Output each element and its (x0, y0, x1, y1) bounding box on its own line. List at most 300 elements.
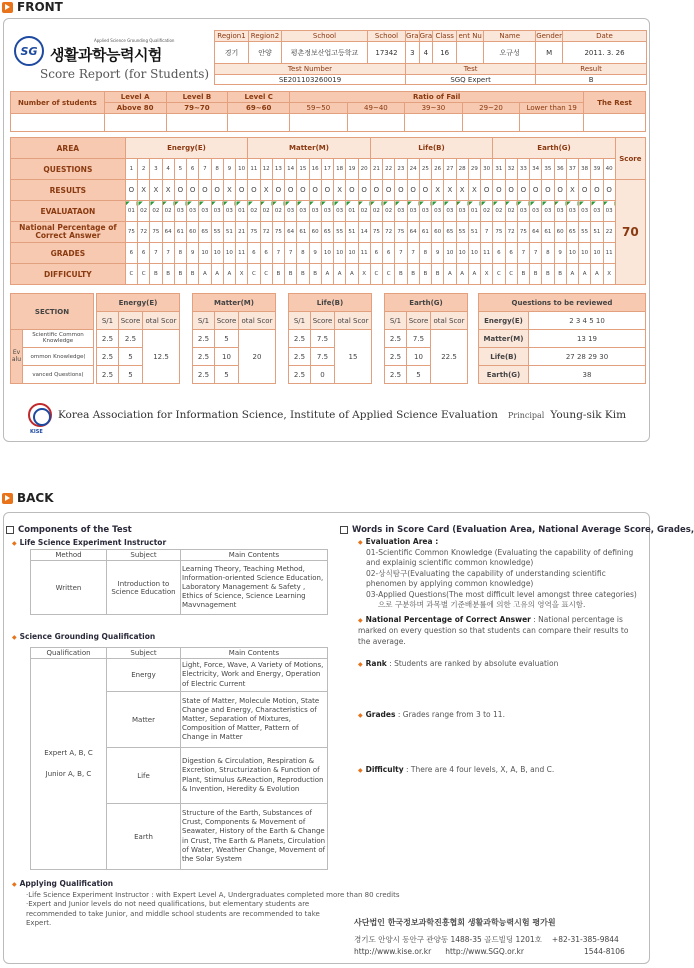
question-number: 10 (236, 159, 248, 180)
question-difficulty: B (297, 264, 309, 285)
question-result: O (370, 180, 382, 201)
question-result: O (579, 180, 591, 201)
front-card (3, 18, 650, 442)
question-number: 20 (358, 159, 370, 180)
grades-title: Grades (365, 710, 396, 719)
components-title (6, 525, 132, 535)
question-grade: 10 (199, 243, 211, 264)
t2-subject-earth: Earth (107, 804, 181, 870)
question-grade: 10 (456, 243, 468, 264)
difficulty-text: : There are 4 four levels, X, A, B, and C. (403, 765, 555, 774)
question-grade: 7 (530, 243, 542, 264)
question-pct: 75 (248, 222, 260, 243)
question-grade: 10 (334, 243, 346, 264)
col-head-total: otal Scor (335, 312, 372, 330)
result-label: Result (536, 64, 647, 75)
val-grade1: 3 (406, 42, 420, 64)
national-percentage-label: National Percentage of Correct Answer (11, 222, 126, 243)
score-value: 5 (119, 348, 143, 366)
review-area: Matter(M) (479, 330, 529, 348)
col-grade2: Gra (419, 32, 433, 40)
question-eval: 02 (248, 201, 260, 222)
score-value: 10 (407, 348, 431, 366)
question-number: 38 (579, 159, 591, 180)
qual-expert: Expert A, B, C (44, 749, 93, 757)
question-grade: 11 (236, 243, 248, 264)
question-result: X (162, 180, 174, 201)
test-value: SGQ Expert (406, 75, 536, 85)
applying-title (12, 879, 113, 888)
col-head-score: Score (407, 312, 431, 330)
col-grade1: Gra (406, 32, 419, 40)
question-difficulty: A (321, 264, 333, 285)
question-grade: 6 (505, 243, 517, 264)
question-result: O (125, 180, 137, 201)
question-number: 12 (260, 159, 272, 180)
eval-area-line-3: 03-Applied Questions(The most difficult level amongst three categories) (366, 589, 637, 599)
t1-contents: Learning Theory, Teaching Method, Information-oriented Science Education, Laboratory Management & Safety , Ethics of Science, Science Learning Mavvnagement (181, 561, 328, 615)
question-pct: 51 (223, 222, 235, 243)
question-grade: 6 (383, 243, 395, 264)
t2-subject-energy: Energy (107, 659, 181, 692)
question-eval: 01 (125, 201, 137, 222)
score-value: 10 (215, 348, 239, 366)
question-result: O (481, 180, 493, 201)
col-region2: Region2 (249, 31, 282, 42)
question-eval: 02 (162, 201, 174, 222)
question-result: X (150, 180, 162, 201)
question-grade: 10 (468, 243, 480, 264)
applying-title-text: Applying Qualification (19, 879, 114, 888)
area-energy: Energy(E) (125, 138, 248, 159)
students-label: Number of students (11, 92, 105, 114)
question-grade: 10 (591, 243, 603, 264)
question-pct: 65 (444, 222, 456, 243)
question-grade: 6 (248, 243, 260, 264)
section-label-table (10, 293, 94, 384)
back-section-label (2, 491, 54, 505)
question-grade: 10 (223, 243, 235, 264)
question-number: 15 (297, 159, 309, 180)
t2-head-subject: Subject (107, 648, 181, 659)
components-title-text: Components of the Test (18, 525, 132, 535)
arrow-icon (2, 493, 13, 504)
question-result: O (199, 180, 211, 201)
question-grade: 11 (481, 243, 493, 264)
section-block-title: Earth(G) (385, 294, 468, 312)
the-rest-value (584, 114, 646, 132)
question-eval: 03 (395, 201, 407, 222)
question-grade: 7 (285, 243, 297, 264)
question-grade: 9 (432, 243, 444, 264)
s1-value: 2.5 (385, 330, 407, 348)
question-result: X (260, 180, 272, 201)
npca-title: National Percentage of Correct Answer (365, 615, 531, 624)
question-result: O (174, 180, 186, 201)
question-pct: 72 (505, 222, 517, 243)
total-score: 70 (615, 180, 645, 285)
question-difficulty: C (383, 264, 395, 285)
question-difficulty: B (150, 264, 162, 285)
question-pct: 75 (517, 222, 529, 243)
t2-content-life: Digestion & Circulation, Respiration & Excretion, Structurization & Function of Plant, Stimulus &Reaction, Reproduction & Invention, Heredity & Evolution (181, 748, 328, 804)
question-result: O (530, 180, 542, 201)
question-grade: 10 (579, 243, 591, 264)
question-grade: 6 (138, 243, 150, 264)
logo-subtitle: Applied Science Grounding Qualification (94, 38, 175, 43)
val-gender: M (536, 42, 563, 64)
result-value: B (536, 75, 647, 85)
col-head-s1: S/1 (289, 312, 311, 330)
level-c-label: Level C (228, 92, 290, 103)
npca-text: : National percentage is marked on every question so that students can compare their results to the average. (358, 615, 629, 646)
question-eval: 03 (285, 201, 297, 222)
checkbox-icon (340, 526, 348, 534)
s1-value: 2.5 (289, 348, 311, 366)
question-number: 18 (334, 159, 346, 180)
review-questions: 2 3 4 5 10 (529, 312, 646, 330)
question-difficulty: A (456, 264, 468, 285)
question-eval: 03 (321, 201, 333, 222)
grades-label: GRADES (11, 243, 126, 264)
s1-value: 2.5 (97, 348, 119, 366)
row-label-common: ommon Knowledge( (23, 348, 94, 366)
question-result: O (383, 180, 395, 201)
org-tel-2: 1544-8106 (583, 946, 625, 956)
t2-head-qualification: Qualification (31, 648, 107, 659)
diamond-bullet-icon: ◆ (358, 661, 363, 668)
the-rest-label: The Rest (584, 92, 646, 114)
association-name: Korea Association for Information Science, Institute of Applied Science Evaluation (58, 409, 498, 421)
report-title: Score Report (for Students) (40, 67, 210, 81)
question-pct: 75 (150, 222, 162, 243)
score-value: 5 (215, 366, 239, 384)
question-result: O (297, 180, 309, 201)
question-number: 36 (554, 159, 566, 180)
question-number: 25 (419, 159, 431, 180)
rank-block (358, 659, 638, 670)
col-head-score: Score (311, 312, 335, 330)
t1-method: Written (31, 561, 107, 615)
review-area: Earth(G) (479, 366, 529, 384)
question-eval: 03 (211, 201, 223, 222)
question-difficulty: A (211, 264, 223, 285)
question-difficulty: A (579, 264, 591, 285)
question-eval: 03 (444, 201, 456, 222)
question-difficulty: B (272, 264, 284, 285)
question-grade: 11 (358, 243, 370, 264)
question-eval: 02 (370, 201, 382, 222)
question-pct: 72 (383, 222, 395, 243)
col-gender: Gender (536, 32, 562, 40)
question-pct: 64 (162, 222, 174, 243)
col-head-s1: S/1 (193, 312, 215, 330)
question-pct: 55 (334, 222, 346, 243)
question-difficulty: C (248, 264, 260, 285)
question-difficulty: X (481, 264, 493, 285)
question-pct: 60 (554, 222, 566, 243)
org-website-1: http://www.kise.or.kr (354, 946, 432, 956)
val-name: 오규성 (484, 42, 536, 64)
section-block (288, 293, 372, 384)
question-result: X (138, 180, 150, 201)
section-block-title: Energy(E) (97, 294, 180, 312)
question-pct: 64 (407, 222, 419, 243)
review-questions: 13 19 (529, 330, 646, 348)
question-result: O (285, 180, 297, 201)
question-eval: 02 (358, 201, 370, 222)
col-head-total: otal Scor (431, 312, 468, 330)
question-number: 35 (542, 159, 554, 180)
eval-label: EVALUATAON (11, 201, 126, 222)
question-pct: 22 (603, 222, 615, 243)
question-result: O (321, 180, 333, 201)
question-result: O (395, 180, 407, 201)
level-a-range: Above 80 (104, 103, 166, 114)
logo-korean-title: 생활과학능력시험 (50, 46, 162, 64)
question-pct: 75 (395, 222, 407, 243)
question-number: 39 (591, 159, 603, 180)
question-pct: 64 (530, 222, 542, 243)
score-value: 2.5 (119, 330, 143, 348)
question-difficulty: B (285, 264, 297, 285)
question-eval: 01 (236, 201, 248, 222)
question-difficulty: C (370, 264, 382, 285)
t2-head-contents: Main Contents (181, 648, 328, 659)
question-eval: 03 (334, 201, 346, 222)
question-difficulty: C (505, 264, 517, 285)
question-eval: 03 (432, 201, 444, 222)
question-grade: 8 (174, 243, 186, 264)
diamond-bullet-icon: ◆ (358, 539, 363, 546)
question-eval: 03 (579, 201, 591, 222)
question-grade: 7 (272, 243, 284, 264)
front-section-label (2, 0, 63, 14)
col-region1: Region1 (215, 31, 249, 42)
question-number: 8 (211, 159, 223, 180)
section-block-title: Life(B) (289, 294, 372, 312)
score-value: 5 (119, 366, 143, 384)
question-eval: 03 (407, 201, 419, 222)
question-number: 5 (174, 159, 186, 180)
question-grade: 9 (309, 243, 321, 264)
col-school: School (282, 31, 368, 42)
words-title-text: Words in Score Card (Evaluation Area, National Average Score, Grades, (352, 525, 694, 535)
val-school: 평촌정보산업고등학교 (282, 42, 368, 64)
area-earth: Earth(G) (493, 138, 616, 159)
col-student-number: ent Nu (458, 32, 482, 40)
logo (14, 36, 204, 66)
question-pct: 75 (493, 222, 505, 243)
eval-area-line-1: 01-Scientific Common Knowledge (Evaluating the capability of defining and explainig scientific common knowledge) (366, 547, 634, 568)
back-label-text: BACK (17, 491, 54, 505)
question-number: 33 (517, 159, 529, 180)
diamond-bullet-icon: ◆ (358, 712, 363, 719)
back-footer (354, 917, 644, 958)
question-number: 24 (407, 159, 419, 180)
question-difficulty: A (591, 264, 603, 285)
question-difficulty: B (554, 264, 566, 285)
question-number: 40 (603, 159, 615, 180)
test-number-label: Test Number (215, 64, 406, 75)
s1-value: 2.5 (193, 330, 215, 348)
question-number: 3 (150, 159, 162, 180)
col-head-total: otal Scor (143, 312, 180, 330)
test-label: Test (406, 64, 536, 75)
question-result: O (505, 180, 517, 201)
range-lower-19: Lower than 19 (520, 103, 584, 114)
diamond-bullet-icon: ◆ (12, 540, 17, 547)
test-number-value: SE201103260019 (215, 75, 406, 85)
question-difficulty: B (517, 264, 529, 285)
question-grade: 7 (150, 243, 162, 264)
question-result: O (309, 180, 321, 201)
question-eval: 02 (150, 201, 162, 222)
review-questions: 27 28 29 30 (529, 348, 646, 366)
level-c-range: 69~60 (228, 103, 290, 114)
question-number: 27 (444, 159, 456, 180)
question-number: 13 (272, 159, 284, 180)
question-pct: 55 (456, 222, 468, 243)
question-difficulty: A (468, 264, 480, 285)
question-number: 4 (162, 159, 174, 180)
ratio-of-fail-label: Ratio of Fail (290, 92, 584, 103)
question-eval: 02 (138, 201, 150, 222)
questions-label: QUESTIONS (11, 159, 126, 180)
question-number: 11 (248, 159, 260, 180)
arrow-icon (2, 2, 13, 13)
question-pct: 60 (309, 222, 321, 243)
rank-title: Rank (365, 659, 387, 668)
question-grade: 9 (187, 243, 199, 264)
s1-value: 2.5 (289, 330, 311, 348)
level-b-label: Level B (166, 92, 228, 103)
question-result: O (187, 180, 199, 201)
question-eval: 03 (199, 201, 211, 222)
difficulty-label: DIFFICULTY (11, 264, 126, 285)
difficulty-title: Difficulty (365, 765, 404, 774)
question-eval: 03 (591, 201, 603, 222)
rank-text: : Students are ranked by absolute evaluation (386, 659, 559, 668)
evaluation-vertical-label: Evalu (11, 330, 23, 384)
applying-line-2: ·Expert and Junior levels do not need qualifications, but elementary students are recommended to take Junior, and middle school students are recommended to take Expert. (26, 900, 320, 928)
range-39-30-value (405, 114, 463, 132)
level-b-range: 79~70 (166, 103, 228, 114)
question-result: O (248, 180, 260, 201)
question-pct: 51 (468, 222, 480, 243)
question-pct: 75 (125, 222, 137, 243)
instructor-title (12, 538, 166, 547)
val-student-number (457, 42, 484, 64)
question-grade: 9 (554, 243, 566, 264)
question-result: O (419, 180, 431, 201)
val-region2: 안양 (249, 42, 282, 64)
col-head-score: Score (119, 312, 143, 330)
score-value: 5 (407, 366, 431, 384)
question-result: O (493, 180, 505, 201)
val-school-code: 17342 (368, 42, 406, 64)
question-eval: 02 (481, 201, 493, 222)
question-difficulty: B (162, 264, 174, 285)
question-result: O (358, 180, 370, 201)
question-number: 21 (370, 159, 382, 180)
level-c-value (228, 114, 290, 132)
score-value: 7.5 (311, 348, 335, 366)
question-eval: 03 (174, 201, 186, 222)
question-number: 28 (456, 159, 468, 180)
question-number: 31 (493, 159, 505, 180)
question-grade: 10 (346, 243, 358, 264)
question-number: 16 (309, 159, 321, 180)
front-footer (28, 403, 626, 427)
question-result: O (346, 180, 358, 201)
col-school-code: School (368, 31, 406, 42)
question-eval: 02 (493, 201, 505, 222)
question-number: 37 (566, 159, 578, 180)
question-grade: 7 (407, 243, 419, 264)
question-eval: 03 (223, 201, 235, 222)
front-label-text: FRONT (17, 0, 63, 14)
col-head-score: Score (215, 312, 239, 330)
question-grade: 6 (125, 243, 137, 264)
question-result: X (444, 180, 456, 201)
question-difficulty: A (334, 264, 346, 285)
review-questions: 38 (529, 366, 646, 384)
range-59-50: 59~50 (290, 103, 348, 114)
npca-block (358, 615, 638, 648)
question-eval: 02 (272, 201, 284, 222)
val-grade2: 4 (419, 42, 433, 64)
col-head-s1: S/1 (385, 312, 407, 330)
question-result: X (334, 180, 346, 201)
col-name: Name (484, 31, 536, 42)
t2-subject-life: Life (107, 748, 181, 804)
review-area: Energy(E) (479, 312, 529, 330)
question-eval: 02 (505, 201, 517, 222)
question-eval: 02 (260, 201, 272, 222)
total-score-value: 20 (239, 330, 276, 384)
score-value: 5 (215, 330, 239, 348)
question-difficulty: B (174, 264, 186, 285)
s1-value: 2.5 (289, 366, 311, 384)
question-difficulty: A (566, 264, 578, 285)
range-39-30: 39~30 (405, 103, 463, 114)
back-card (3, 512, 694, 964)
question-pct: 61 (542, 222, 554, 243)
question-difficulty: X (236, 264, 248, 285)
eval-area-title: Evaluation Area : (365, 537, 439, 546)
level-a-value (104, 114, 166, 132)
question-difficulty: B (419, 264, 431, 285)
question-number: 19 (346, 159, 358, 180)
question-pct: 65 (321, 222, 333, 243)
question-grade: 6 (370, 243, 382, 264)
question-difficulty: A (223, 264, 235, 285)
question-pct: 75 (370, 222, 382, 243)
val-class: 16 (433, 42, 457, 64)
range-49-40: 49~40 (347, 103, 405, 114)
question-difficulty: A (346, 264, 358, 285)
score-value: 7.5 (407, 330, 431, 348)
question-grade: 6 (260, 243, 272, 264)
total-score-value: 22.5 (431, 330, 468, 384)
results-grid (10, 137, 646, 285)
question-grade: 10 (566, 243, 578, 264)
grades-text: : Grades range from 3 to 11. (395, 710, 505, 719)
question-eval: 03 (456, 201, 468, 222)
question-pct: 55 (211, 222, 223, 243)
question-grade: 10 (211, 243, 223, 264)
